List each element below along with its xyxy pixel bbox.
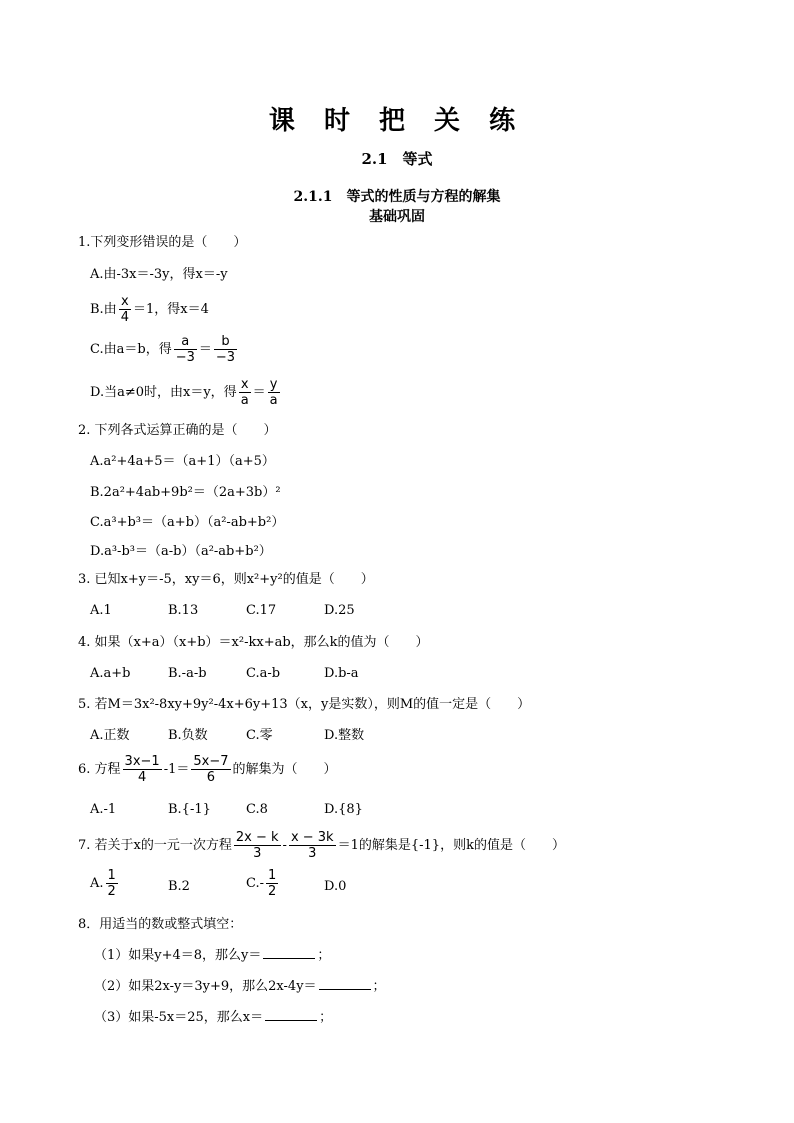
q6-option-b: B.{-1} <box>168 802 211 817</box>
q3-option-c: C.17 <box>246 603 277 618</box>
q4-stem: 4. 如果（x+a）（x+b）＝x²-kx+ab，那么k的值为（ ） <box>78 635 429 650</box>
q7-fraction-2 <box>289 830 336 861</box>
q5-stem: 5. 若M＝3x²-8xy+9y²-4x+6y+13（x，y是实数），则M的值一定是（ ） <box>78 697 531 712</box>
q1-stem: 1.下列变形错误的是（ ） <box>78 235 247 250</box>
q1-b-prefix: B.由 <box>90 302 117 317</box>
q1-b-num: x <box>119 294 131 310</box>
q3-option-d: D.25 <box>324 603 355 618</box>
q8-item-1-blank[interactable] <box>263 946 315 959</box>
q1-c-fraction-1 <box>174 334 197 365</box>
q6-option-c: C.8 <box>246 802 268 817</box>
q6-num1: 3x−1 <box>124 754 160 769</box>
q7-c-den: 2 <box>268 884 277 899</box>
q4-option-b: B.-a-b <box>168 666 207 681</box>
q8-item-3-blank[interactable] <box>265 1008 317 1021</box>
q3-option-b: B.13 <box>168 603 199 618</box>
q7-den2: 3 <box>308 846 317 861</box>
q8-item-1-end: ； <box>317 948 331 963</box>
q8-item-3-end: ； <box>319 1010 333 1025</box>
q2-option-d: D.a³-b³＝（a-b）（a²-ab+b²） <box>90 544 272 559</box>
q3-stem: 3. 已知x+y＝-5，xy＝6，则x²+y²的值是（ ） <box>78 572 374 587</box>
q1-c-num1: a <box>174 334 197 350</box>
q7-a-den: 2 <box>107 884 116 899</box>
q1-b-suffix: ＝1，得x＝4 <box>132 302 209 317</box>
q7-den1: 3 <box>253 846 262 861</box>
q1-b-den: 4 <box>120 310 129 325</box>
q2-option-c: C.a³+b³＝（a+b）（a²-ab+b²） <box>90 515 285 530</box>
q7-option-b: B.2 <box>168 879 190 894</box>
q5-option-d: D.整数 <box>324 728 365 743</box>
q6-den1: 4 <box>137 770 147 785</box>
q8-item-2-blank[interactable] <box>319 977 371 990</box>
q2-option-b: B.2a²+4ab+9b²＝（2a+3b）² <box>90 485 281 500</box>
q1-c-den2: −3 <box>215 350 236 365</box>
q8-item-2 <box>94 977 386 996</box>
q5-option-c: C.零 <box>246 728 273 743</box>
q7-c-num: 1 <box>268 868 277 883</box>
page-title: 课 时 把 关 练 <box>268 106 526 136</box>
subsection-heading: 2.1.1 等式的性质与方程的解集 <box>293 189 501 205</box>
q8-item-2-text: （2）如果2x-y＝3y+9，那么2x-4y＝ <box>94 979 317 994</box>
q2-stem: 2. 下列各式运算正确的是（ ） <box>78 423 277 438</box>
q4-option-a: A.a+b <box>90 666 131 681</box>
q1-d-num1: x <box>239 377 251 393</box>
q7-option-a <box>90 868 120 899</box>
q3-option-a: A.1 <box>90 603 112 618</box>
level-heading: 基础巩固 <box>369 209 425 225</box>
q7-option-d: D.0 <box>324 879 347 894</box>
q7-a-prefix: A. <box>90 876 104 891</box>
q1-d-equals: ＝ <box>252 385 266 400</box>
q1-d-fraction-2 <box>268 377 280 408</box>
q6-middle: -1＝ <box>163 762 190 777</box>
q1-c-fraction-2 <box>214 334 237 365</box>
q7-option-c <box>246 868 280 899</box>
q1-d-den1: a <box>240 393 249 408</box>
q6-prefix: 6. 方程 <box>78 762 121 777</box>
q6-option-a: A.-1 <box>90 802 117 817</box>
q1-b-fraction <box>119 294 131 325</box>
q7-num1: 2x − k <box>235 830 279 845</box>
q2-option-a: A.a²+4a+5＝（a+1）（a+5） <box>90 454 275 469</box>
q6-fraction-2 <box>191 754 230 785</box>
q8-item-3-text: （3）如果-5x＝25，那么x＝ <box>94 1010 264 1025</box>
q7-middle: - <box>282 838 287 853</box>
q8-item-3 <box>94 1008 332 1027</box>
q1-option-d <box>90 377 282 408</box>
q1-c-num2: b <box>214 334 237 350</box>
q1-d-den2: a <box>269 393 278 408</box>
q1-d-num2: y <box>268 377 280 393</box>
section-heading: 2.1 等式 <box>361 150 433 168</box>
q6-den2: 6 <box>206 770 216 785</box>
q6-fraction-1 <box>123 754 162 785</box>
q6-num2: 5x−7 <box>193 754 229 769</box>
q1-c-prefix: C.由a＝b，得 <box>90 342 172 357</box>
q1-option-a: A.由-3x＝-3y，得x＝-y <box>90 267 228 282</box>
q4-option-d: D.b-a <box>324 666 359 681</box>
q5-option-a: A.正数 <box>90 728 130 743</box>
q8-item-1-text: （1）如果y+4＝8，那么y＝ <box>94 948 262 963</box>
q7-fraction-1 <box>234 830 281 861</box>
q7-prefix: 7. 若关于x的一元一次方程 <box>78 838 232 853</box>
q7-a-fraction <box>106 868 118 899</box>
q1-c-equals: ＝ <box>198 342 212 357</box>
q1-d-prefix: D.当a≠0时，由x＝y，得 <box>90 385 237 400</box>
q7-stem <box>78 830 565 861</box>
q4-option-c: C.a-b <box>246 666 281 681</box>
q1-c-den1: −3 <box>175 350 195 365</box>
q7-a-num: 1 <box>107 868 116 883</box>
q8-item-1 <box>94 946 330 965</box>
q6-stem <box>78 754 337 785</box>
q7-num2: x − 3k <box>290 830 334 845</box>
q7-suffix: ＝1的解集是{-1}，则k的值是（ ） <box>337 838 565 853</box>
q7-c-prefix: C.- <box>246 876 265 891</box>
q5-option-b: B.负数 <box>168 728 208 743</box>
q6-option-d: D.{8} <box>324 802 363 817</box>
q1-d-fraction-1 <box>239 377 251 408</box>
q1-option-c <box>90 334 239 365</box>
q6-suffix: 的解集为（ ） <box>232 762 337 777</box>
q8-item-2-end: ； <box>372 979 386 994</box>
q1-option-b <box>90 294 209 325</box>
q7-c-fraction <box>266 868 278 899</box>
q8-stem: 8．用适当的数或整式填空： <box>78 917 243 932</box>
